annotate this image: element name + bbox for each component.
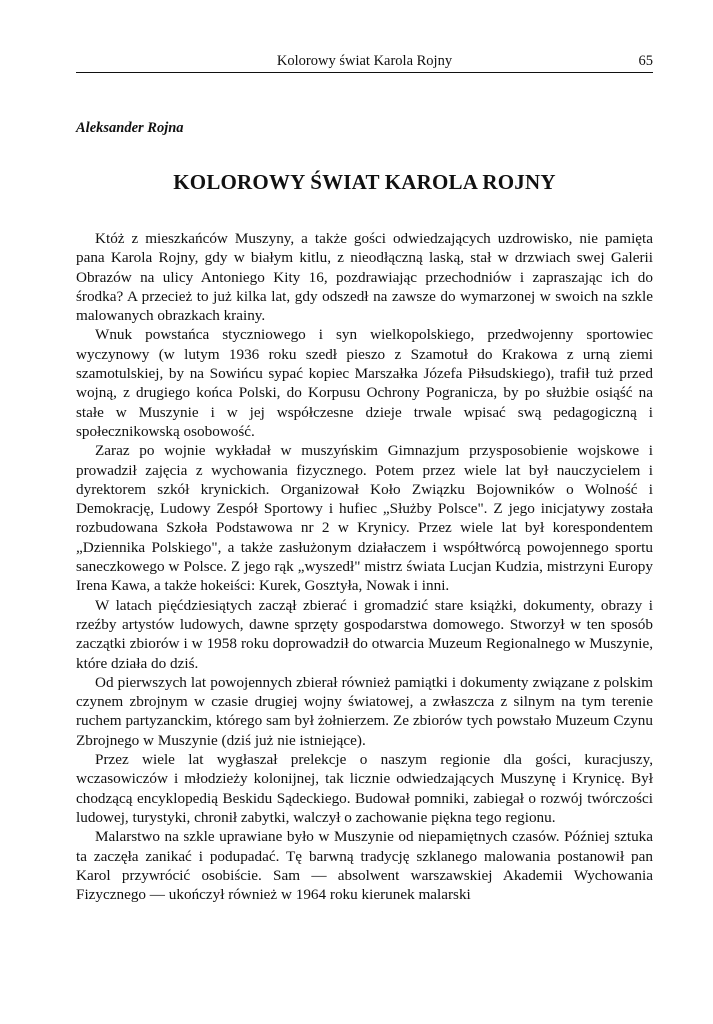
- article-author: Aleksander Rojna: [76, 120, 184, 136]
- paragraph: W latach pięćdziesiątych zaczął zbierać i gromadzić stare książki, dokumenty, obrazy i rzeźby artystów ludowych, dawne sprzęty gospodarstwa domowego. Stworzył w ten sposób zaczątki zbiorów i w 1958 roku doprowadził do otwarcia Muzeum Regionalnego w Muszynie, które działa do dziś.: [76, 596, 653, 672]
- paragraph: Wnuk powstańca styczniowego i syn wielkopolskiego, przedwojenny sportowiec wyczynowy (w lutym 1936 roku szedł pieszo z Szamotuł do Krakowa z urną ziemi szamotulskiej, by na Sowińcu sypać kopiec Marszałka Józefa Piłsudskiego), trafił tuż przed wojną, z drugiego końca Polski, do Korpusu Ochrony Pogranicza, by po służbie osiąść na stałe w Muszynie i w jej współczesne dzieje trwale wpisać swą pedagogiczną i społecznikowską osobowość.: [76, 326, 653, 440]
- paragraph: Któż z mieszkańców Muszyny, a także gości odwiedzających uzdrowisko, nie pamięta pana Karola Rojny, gdy w białym kitlu, z nieodłączną laską, stał w drzwiach swej Galerii Obrazów na ulicy Antoniego Kity 16, pozdrawiając przechodniów i zapraszając ich do środka? A przecież to już kilka lat, gdy odszedł na zawsze do wymarzonej w swoich na szkle malowanych obrazkach krainy.: [76, 230, 653, 325]
- paragraph: Malarstwo na szkle uprawiane było w Muszynie od niepamiętnych czasów. Później sztuka ta zaczęła zanikać i podupadać. Tę barwną tradycję szklanego malowania postanowił pan Karol przywrócić osobiście. Sam — absolwent warszawskiej Akademii Wychowania Fizycznego — ukończył również w 1964 roku kierunek malarski: [76, 828, 653, 904]
- article-title: KOLOROWY ŚWIAT KAROLA ROJNY: [173, 170, 556, 194]
- running-header: [76, 52, 653, 73]
- paragraph: Przez wiele lat wygłaszał prelekcje o naszym regionie dla gości, kuracjuszy, wczasowiczów i młodzieży kolonijnej, tak licznie odwiedzających Muszynę i Krynicę. Był chodzącą encyklopedią Beskidu Sądeckiego. Budował pomniki, zabiegał o rozwój twórczości ludowej, turystyki, chronił zabytki, walczył o zachowanie piękna tego regionu.: [76, 751, 653, 826]
- paragraph: Od pierwszych lat powojennych zbierał również pamiątki i dokumenty związane z polskim czynem zbrojnym w czasie drugiej wojny światowej, a zwłaszcza z silnym na tym terenie ruchem partyzanckim, którego sam był żołnierzem. Ze zbiorów tych powstało Muzeum Czynu Zbrojnego w Muszynie (dziś już nie istniejące).: [76, 673, 653, 749]
- article-body: [76, 229, 653, 904]
- paragraph: Zaraz po wojnie wykładał w muszyńskim Gimnazjum przysposobienie wojskowe i prowadził zajęcia z wychowania fizycznego. Potem przez wiele lat był nauczycielem i dyrektorem szkół krynickich. Organizował Koło Związku Bojowników o Wolność i Demokrację, Ludowy Zespół Sportowy i hufiec „Służby Polsce". Z jego inicjatywy została rozbudowana Szkoła Podstawowa nr 2 w Krynicy. Przez wiele lat był korespondentem „Dziennika Polskiego", a także zasłużonym działaczem i współtwórcą powojennego sportu saneczkowego w Polsce. Z jego rąk „wyszedł" mistrz świata Lucjan Kudzia, mistrzyni Europy Irena Kawa, a także hokeiści: Kurek, Gosztyła, Nowak i inni.: [76, 442, 653, 595]
- page-number: 65: [638, 53, 653, 69]
- running-title: Kolorowy świat Karola Rojny: [276, 53, 453, 69]
